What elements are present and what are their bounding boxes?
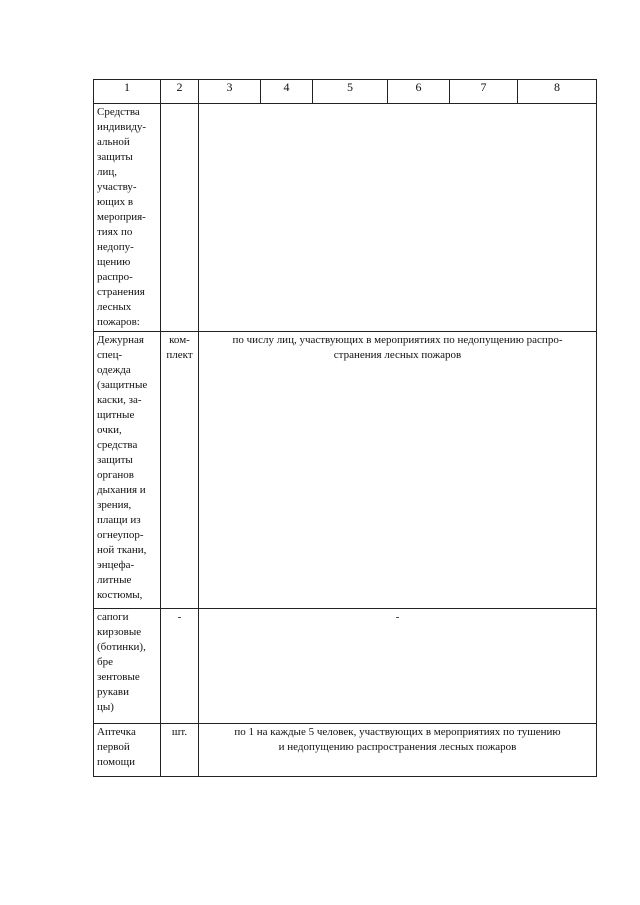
item-unit: ком- плект	[166, 334, 193, 361]
quantity-cell	[199, 609, 597, 724]
item-name: Средства индивиду- альной защиты лиц, участву- ющих в мероприя- тиях по недопу- щению распро- странения лесных пожаров:	[97, 106, 147, 328]
unit-cell	[161, 609, 199, 724]
item-name-cell	[94, 332, 161, 609]
column-number: 6	[388, 80, 450, 104]
column-number: 3	[199, 80, 261, 104]
column-number: 1	[94, 80, 161, 104]
item-name-cell	[94, 104, 161, 332]
column-number: 5	[313, 80, 388, 104]
item-quantity: -	[395, 611, 400, 623]
item-name-cell	[94, 724, 161, 777]
item-name: сапоги кирзовые (ботинки), бре зентовые рукави цы)	[97, 611, 146, 713]
column-number-row	[94, 80, 597, 104]
quantity-cell	[199, 724, 597, 777]
quantity-cell	[199, 332, 597, 609]
table-row	[94, 104, 597, 332]
table-row	[94, 609, 597, 724]
item-unit: шт.	[171, 726, 188, 738]
item-quantity: по числу лиц, участвующих в мероприятиях по недопущению распро- странения лесных пожаров	[232, 334, 563, 361]
item-name-cell	[94, 609, 161, 724]
table-row	[94, 724, 597, 777]
column-number: 4	[261, 80, 313, 104]
item-name: Дежурная спец- одежда (защитные каски, за- щитные очки, средства защиты органов дыхания и зрения, плащи из огнеупор- ной ткани, энцефа- литные костюмы,	[97, 334, 148, 601]
unit-cell	[161, 332, 199, 609]
table-row	[94, 332, 597, 609]
column-number: 7	[450, 80, 518, 104]
requirements-table	[93, 79, 597, 777]
item-quantity: по 1 на каждые 5 человек, участвующих в мероприятиях по тушению и недопущению распространения лесных пожаров	[234, 726, 561, 753]
unit-cell	[161, 724, 199, 777]
column-number: 2	[161, 80, 199, 104]
column-number: 8	[518, 80, 597, 104]
item-unit: -	[177, 611, 182, 623]
quantity-cell	[199, 104, 597, 332]
unit-cell	[161, 104, 199, 332]
item-name: Аптечка первой помощи	[97, 726, 136, 768]
